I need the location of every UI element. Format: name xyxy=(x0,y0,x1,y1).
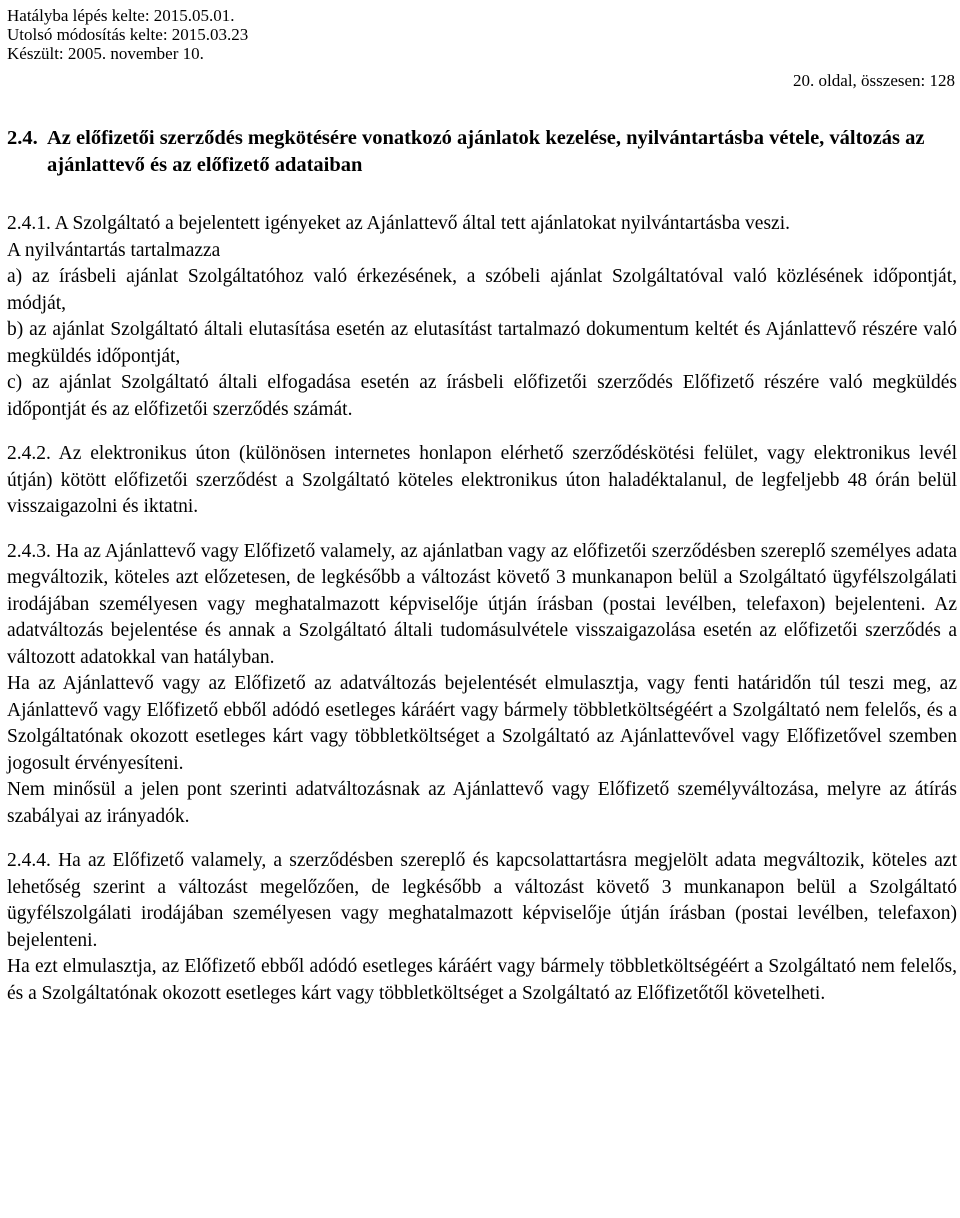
list-item-c: c) az ajánlat Szolgáltató általi elfogadása esetén az írásbeli előfizetői szerződés Előfizető részére való megküldés időpontját és az előfizetői szerződés számát. xyxy=(7,372,957,420)
created-date: Készült: 2005. november 10. xyxy=(7,44,204,63)
list-item-a: a) az írásbeli ajánlat Szolgáltatóhoz való érkezésének, a szóbeli ajánlat Szolgáltatóval való közlésének időpontját, módját, xyxy=(7,266,957,314)
paragraph-2-4-4: 2.4.4. Ha az Előfizető valamely, a szerződésben szereplő és kapcsolattartásra megjelölt adata megváltozik, köteles azt lehetőség szerint a változást megelőzően, de legkésőbb a változást követő 3 munkanapon belül a Szolgáltató ügyfélszolgálati irodájában személyesen vagy meghatalmazott képviselője útján írásban (postai levélben, telefaxon) bejelenteni. xyxy=(7,850,957,951)
effective-date: Hatályba lépés kelte: 2015.05.01. xyxy=(7,6,235,25)
section-number: 2.4. xyxy=(7,127,38,149)
section-title: Az előfizetői szerződés megkötésére vonatkozó ajánlatok kezelése, nyilvántartásba vétele, változás az ajánlattevő és az előfizető adataiban xyxy=(47,127,925,176)
paragraph-2-4-3-omission: Ha az Ajánlattevő vagy az Előfizető az adatváltozás bejelentését elmulasztja, vagy fenti határidőn túl teszi meg, az Ajánlattevő vagy Előfizető ebből adódó esetleges káráért vagy bármely többletköltségéért a Szolgáltató nem felelős, és a Szolgáltatónak okozott esetleges kárt vagy többletköltséget a Szolgáltató az Ajánlattevővel vagy Előfizetővel szemben jogosult érvényesíteni. xyxy=(7,673,957,774)
paragraph-2-4-4-omission: Ha ezt elmulasztja, az Előfizető ebből adódó esetleges káráért vagy bármely többletköltségéért a Szolgáltató nem felelős, és a Szolgáltatónak okozott esetleges kárt vagy többletköltséget a Szolgáltató az Előfizetőtől követelheti. xyxy=(7,956,957,1004)
paragraph-2-4-2: 2.4.2. Az elektronikus úton (különösen internetes honlapon elérhető szerződéskötési felület, vagy elektronikus levél útján) kötött előfizetői szerződést a Szolgáltató köteles elektronikus úton haladéktalanul, de legfeljebb 48 órán belül visszaigazolni és iktatni. xyxy=(7,443,957,517)
paragraph-register-contents: A nyilvántartás tartalmazza xyxy=(7,239,221,261)
page-indicator: 20. oldal, összesen: 128 xyxy=(793,71,955,90)
paragraph-2-4-3: 2.4.3. Ha az Ajánlattevő vagy Előfizető valamely, az ajánlatban vagy az előfizetői szerződésben szereplő személyes adata megváltozik, köteles azt előzetesen, de legkésőbb a változást követő 3 munkanapon belül a Szolgáltató ügyfélszolgálati irodájában személyesen vagy meghatalmazott képviselője útján írásban (postai levélben, telefaxon) bejelenteni. Az adatváltozás bejelentése és annak a Szolgáltató általi tudomásulvétele visszaigazolása esetén az előfizetői szerződés a változott adatokkal van hatályban. xyxy=(7,540,957,668)
document-header xyxy=(7,6,957,63)
list-item-b: b) az ajánlat Szolgáltató általi elutasítása esetén az elutasítást tartalmazó dokumentum keltét és Ajánlattevő részére való megküldés időpontját, xyxy=(7,319,957,367)
section-heading xyxy=(7,125,957,179)
paragraph-2-4-1: 2.4.1. A Szolgáltató a bejelentett igényeket az Ajánlattevő által tett ajánlatokat nyilvántartásba veszi. xyxy=(7,213,790,234)
paragraph-2-4-3-exception: Nem minősül a jelen pont szerinti adatváltozásnak az Ajánlattevő vagy Előfizető személyváltozása, melyre az átírás szabályai az irányadók. xyxy=(7,779,957,827)
document-page xyxy=(7,0,957,1007)
last-modified-date: Utolsó módosítás kelte: 2015.03.23 xyxy=(7,25,249,44)
